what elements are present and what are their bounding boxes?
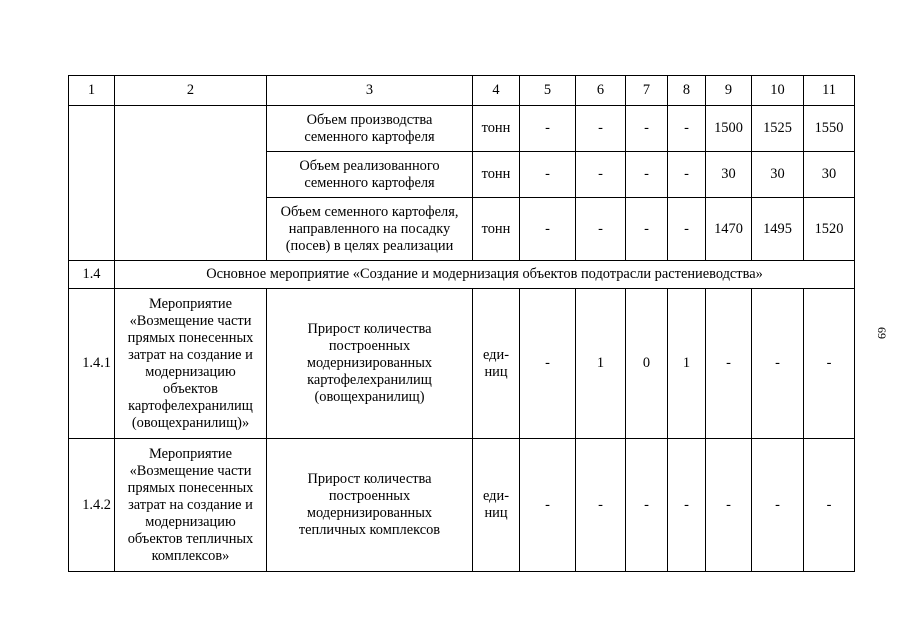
unit-cell: еди- ниц xyxy=(473,289,520,439)
empty-number-cell xyxy=(69,106,115,261)
value-cell-10: - xyxy=(752,439,804,572)
measure-number: 1.4.1 xyxy=(69,289,115,439)
header-cell-5: 5 xyxy=(520,76,576,106)
value-cell-5: - xyxy=(520,152,576,198)
value-cell-6: 1 xyxy=(576,289,626,439)
value-cell-7: - xyxy=(626,106,668,152)
measure-name: Мероприятие «Возмещение части прямых понесенных затрат на создание и модернизацию объектов картофелехранилищ (овощехранилищ)» xyxy=(115,289,267,439)
measure-number: 1.4.2 xyxy=(69,439,115,572)
header-cell-9: 9 xyxy=(706,76,752,106)
header-cell-7: 7 xyxy=(626,76,668,106)
program-indicators-table xyxy=(68,75,855,572)
value-cell-5: - xyxy=(520,439,576,572)
indicator-cell: Прирост количества построенных модернизированных тепличных комплексов xyxy=(267,439,473,572)
value-cell-10: 1495 xyxy=(752,198,804,261)
value-cell-11: 30 xyxy=(804,152,855,198)
value-cell-6: - xyxy=(576,152,626,198)
header-cell-8: 8 xyxy=(668,76,706,106)
header-cell-4: 4 xyxy=(473,76,520,106)
unit-cell: тонн xyxy=(473,106,520,152)
value-cell-8: - xyxy=(668,152,706,198)
page-number: 69 xyxy=(875,327,889,339)
unit-cell: еди- ниц xyxy=(473,439,520,572)
value-cell-7: - xyxy=(626,439,668,572)
value-cell-8: - xyxy=(668,439,706,572)
value-cell-9: - xyxy=(706,439,752,572)
value-cell-8: - xyxy=(668,198,706,261)
value-cell-8: 1 xyxy=(668,289,706,439)
indicator-cell: Объем семенного картофеля, направленного на посадку (посев) в целях реализации xyxy=(267,198,473,261)
section-row xyxy=(69,261,855,289)
value-cell-11: 1550 xyxy=(804,106,855,152)
table-row xyxy=(69,106,855,152)
value-cell-7: - xyxy=(626,198,668,261)
section-title: Основное мероприятие «Создание и модернизация объектов подотрасли растениеводства» xyxy=(115,261,855,289)
value-cell-8: - xyxy=(668,106,706,152)
unit-cell: тонн xyxy=(473,198,520,261)
value-cell-9: 30 xyxy=(706,152,752,198)
value-cell-5: - xyxy=(520,198,576,261)
value-cell-7: 0 xyxy=(626,289,668,439)
header-cell-6: 6 xyxy=(576,76,626,106)
value-cell-6: - xyxy=(576,439,626,572)
value-cell-10: 30 xyxy=(752,152,804,198)
header-cell-3: 3 xyxy=(267,76,473,106)
value-cell-11: - xyxy=(804,439,855,572)
value-cell-6: - xyxy=(576,106,626,152)
header-cell-2: 2 xyxy=(115,76,267,106)
header-cell-11: 11 xyxy=(804,76,855,106)
table-row xyxy=(69,439,855,572)
value-cell-10: - xyxy=(752,289,804,439)
header-cell-10: 10 xyxy=(752,76,804,106)
table-row xyxy=(69,289,855,439)
section-number: 1.4 xyxy=(69,261,115,289)
value-cell-7: - xyxy=(626,152,668,198)
value-cell-6: - xyxy=(576,198,626,261)
value-cell-5: - xyxy=(520,289,576,439)
unit-cell: тонн xyxy=(473,152,520,198)
value-cell-11: 1520 xyxy=(804,198,855,261)
indicator-cell: Объем производства семенного картофеля xyxy=(267,106,473,152)
value-cell-9: 1500 xyxy=(706,106,752,152)
header-cell-1: 1 xyxy=(69,76,115,106)
value-cell-9: 1470 xyxy=(706,198,752,261)
measure-name: Мероприятие «Возмещение части прямых понесенных затрат на создание и модернизацию объектов тепличных комплексов» xyxy=(115,439,267,572)
value-cell-5: - xyxy=(520,106,576,152)
value-cell-10: 1525 xyxy=(752,106,804,152)
empty-measure-cell xyxy=(115,106,267,261)
value-cell-9: - xyxy=(706,289,752,439)
indicator-cell: Объем реализованного семенного картофеля xyxy=(267,152,473,198)
indicator-cell: Прирост количества построенных модернизированных картофелехранилищ (овощехранилищ) xyxy=(267,289,473,439)
value-cell-11: - xyxy=(804,289,855,439)
header-row xyxy=(69,76,855,106)
